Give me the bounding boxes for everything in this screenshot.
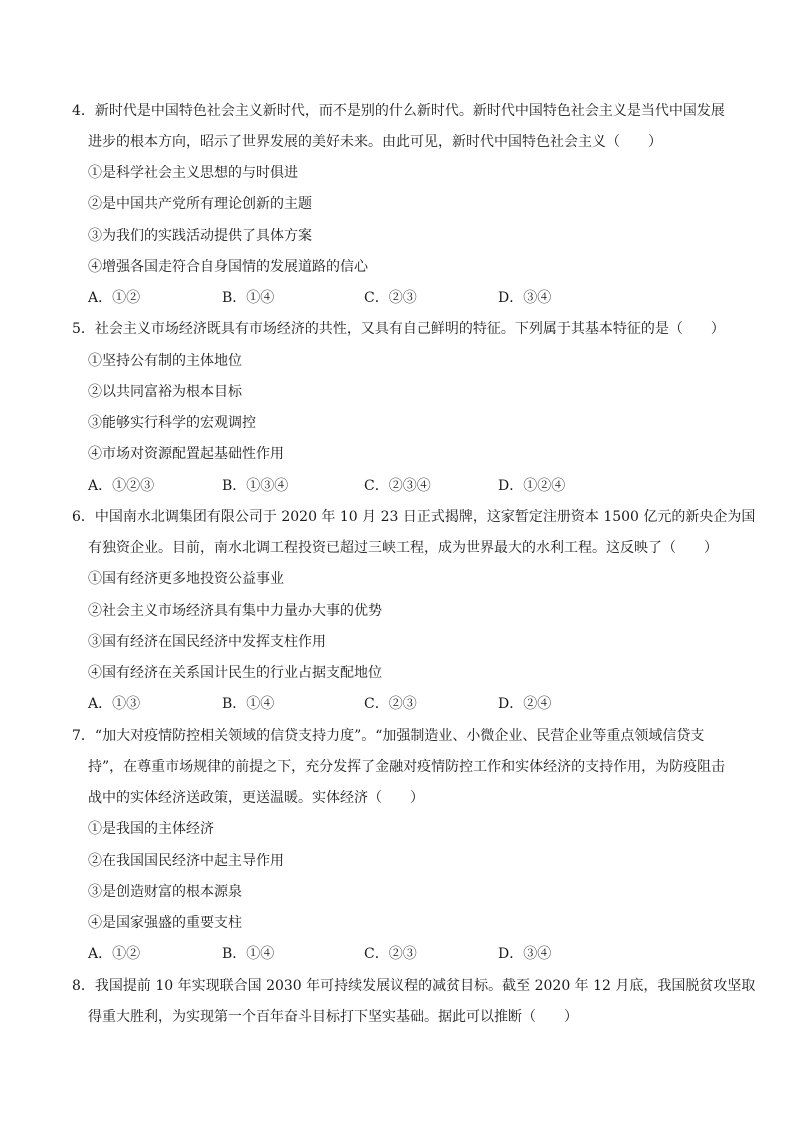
q7-answer-b: B．①④ bbox=[222, 946, 275, 962]
q4-option-3: ③为我们的实践活动提供了具体方案 bbox=[88, 228, 312, 244]
q7-answer-a: A．①② bbox=[88, 946, 141, 962]
q7-option-2: ②在我国国民经济中起主导作用 bbox=[88, 853, 284, 869]
q4-stem-line-2: 进步的根本方向，昭示了世界发展的美好未来。由此可见，新时代中国特色社会主义（ ） bbox=[88, 134, 662, 150]
q8-stem-line-2: 得重大胜利，为实现第一个百年奋斗目标打下坚实基础。据此可以推断（ ） bbox=[88, 1009, 578, 1025]
q6-stem-line-1: 6．中国南水北调集团有限公司于 2020 年 10 月 23 日正式揭牌，这家暂定注册资本 1500 亿元的新央企为国 bbox=[72, 509, 756, 525]
q7-stem-line-1: 7．“加大对疫情防控相关领域的信贷支持力度”。“加强制造业、小微企业、民营企业等重点领域信贷支 bbox=[72, 728, 705, 744]
q6-option-4: ④国有经济在关系国计民生的行业占据支配地位 bbox=[88, 665, 382, 681]
q4-option-1: ①是科学社会主义思想的与时俱进 bbox=[88, 165, 298, 181]
q5-option-2: ②以共同富裕为根本目标 bbox=[88, 384, 242, 400]
q7-answer-c: C．②③ bbox=[364, 946, 417, 962]
q4-answer-d: D．③④ bbox=[498, 290, 552, 306]
q4-answer-b: B．①④ bbox=[222, 290, 275, 306]
q7-stem-line-2: 持”，在尊重市场规律的前提之下，充分发挥了金融对疫情防控工作和实体经济的支持作用，为防疫阻击 bbox=[88, 759, 726, 775]
q4-option-2: ②是中国共产党所有理论创新的主题 bbox=[88, 196, 312, 212]
q5-option-3: ③能够实行科学的宏观调控 bbox=[88, 415, 256, 431]
q6-option-1: ①国有经济更多地投资公益事业 bbox=[88, 571, 284, 587]
q5-option-1: ①坚持公有制的主体地位 bbox=[88, 353, 242, 369]
q5-answer-b: B．①③④ bbox=[222, 478, 289, 494]
q5-answer-c: C．②③④ bbox=[364, 478, 431, 494]
q7-option-1: ①是我国的主体经济 bbox=[88, 821, 214, 837]
q7-stem-line-3: 战中的实体经济送政策，更送温暖。实体经济（ ） bbox=[88, 790, 424, 806]
q6-answer-c: C．②③ bbox=[364, 696, 417, 712]
q6-option-2: ②社会主义市场经济具有集中力量办大事的优势 bbox=[88, 603, 382, 619]
q5-answer-a: A．①②③ bbox=[88, 478, 155, 494]
q4-answer-a: A．①② bbox=[88, 290, 141, 306]
q7-answer-d: D．③④ bbox=[498, 946, 552, 962]
q6-answer-d: D．②④ bbox=[498, 696, 552, 712]
q4-answer-c: C．②③ bbox=[364, 290, 417, 306]
q5-answer-d: D．①②④ bbox=[498, 478, 566, 494]
q6-answer-a: A．①③ bbox=[88, 696, 141, 712]
q8-stem-line-1: 8．我国提前 10 年实现联合国 2030 年可持续发展议程的减贫目标。截至 2020 年 12 月底，我国脱贫攻坚取 bbox=[72, 978, 756, 994]
q7-option-4: ④是国家强盛的重要支柱 bbox=[88, 915, 242, 931]
q6-stem-line-2: 有独资企业。目前，南水北调工程投资已超过三峡工程，成为世界最大的水利工程。这反映了（ ） bbox=[88, 540, 718, 556]
q7-option-3: ③是创造财富的根本源泉 bbox=[88, 884, 242, 900]
q6-answer-b: B．①④ bbox=[222, 696, 275, 712]
q4-stem-line-1: 4．新时代是中国特色社会主义新时代，而不是别的什么新时代。新时代中国特色社会主义是当代中国发展 bbox=[72, 103, 725, 119]
q5-stem-line-1: 5．社会主义市场经济既具有市场经济的共性，又具有自己鲜明的特征。下列属于其基本特征的是（ ） bbox=[72, 321, 725, 337]
q5-option-4: ④市场对资源配置起基础性作用 bbox=[88, 446, 284, 462]
q4-option-4: ④增强各国走符合自身国情的发展道路的信心 bbox=[88, 259, 368, 275]
q6-option-3: ③国有经济在国民经济中发挥支柱作用 bbox=[88, 634, 326, 650]
